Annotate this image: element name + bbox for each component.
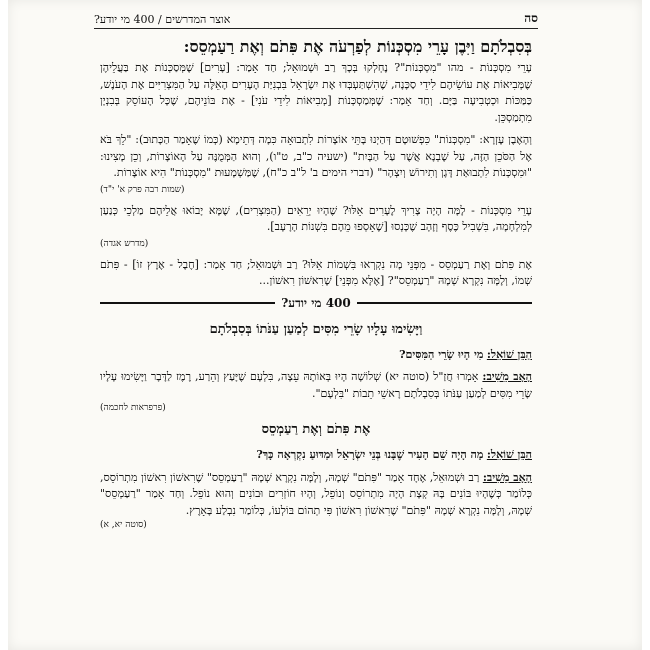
answer-block xyxy=(100,470,532,520)
section-divider xyxy=(100,296,532,311)
commentary-paragraph: וְהָאֶבֶן עֶזְרָא: "מִסְכְּנוֹת" כִּפְשׁוּטָם דְּהַיְנוּ בָּתֵּי אוֹצָרוֹת לִתְבוּאָה כִּמָה דְּתֵימָא (כְּמוֹ שֶׁאָמַר הַכָּתוּב): "לֵךְ בֹּא אֶל הַסֹּכֵן הַזֶּה, עַל שֶׁבְנָא אֲשֶׁר עַל הַבָּיִת" (ישעיה כ"ב, ט"ו), וְהוּא הַמְּמֻנֶּה עַל הָאוֹצָרוֹת, וְכֵן מָצִינוּ: "וּמִסְכְּנוֹת לִתְבוּאַת דָּגָן וְתִירוֹשׁ וְיִצְהָר" (דברי הימים ב' ל"ב כ"ח), שֶׁמַּשְׁמָעוּת "מִסְכְּנוֹת" הִיא אוֹצָרוֹת. xyxy=(100,133,532,179)
divider-label: 400 מי יודע? xyxy=(281,295,351,310)
question-text: מָה הָיָה שֵׁם הָעִיר שֶׁבָּנוּ בְּנֵי יִשְׂרָאֵל וּמַדּוּעַ נִקְרְאָה כָּךְ? xyxy=(256,448,484,461)
source-citation: (פרפראות לחכמה) xyxy=(100,403,166,413)
answer-label: הָאָב מֵשִׁיב: xyxy=(482,470,532,484)
source-citation: (מדרש אגדה) xyxy=(100,238,149,249)
answer-block xyxy=(100,369,532,402)
question-block xyxy=(100,347,532,364)
source-citation: (שמות רבה פרק א' י"ד) xyxy=(100,184,185,195)
page-number: סה xyxy=(524,11,538,25)
book-page xyxy=(8,0,642,650)
question-label: הַבֵּן שׁוֹאֵל: xyxy=(486,347,532,361)
divider-line xyxy=(100,302,275,304)
commentary-paragraph: עָרֵי מִסְכְּנוֹת - לָמָּה הָיָה צָרִיךְ לֶעָרִים אֵלּוּ? שֶׁהָיוּ יְרֵאִים (הַמִּצְרִים), שֶׁמָּא יָבוֹאוּ אֲלֵיהֶם מַלְכֵי כְּנַעַן לְמִלְחָמָה, בִּשְׁבִיל כֶּסֶף וְזָהָב שֶׁכָּנְסוּ [שֶׁאָסְפוּ מֵהֶם בִּשְׁנוֹת הָרָעָב]. xyxy=(100,203,532,233)
verse-heading: בְּסִבְלֹתָם וַיִּבֶן עָרֵי מִסְכְּנוֹת לְפַרְעֹה אֶת פִּתֹם וְאֶת רַעַמְסֵס: xyxy=(183,37,532,56)
commentary-paragraph: אֶת פִּתֹם וְאֶת רַעַמְסֵס - מִפְּנֵי מָה נִקְרְאוּ בִּשְׁמוֹת אֵלּוּ? רַב וּשְׁמוּאֵל; חַד אָמַר: [חֶבֶל - אֶרֶץ זוֹ] - פִּתֹם שְׁמוֹ, וְלָמָּה נִקְרָא שְׁמָהּ "רַעַמְסֵס"? [אֶלָּא מִפְּנֵי] שֶׁרִאשׁוֹן רִאשׁוֹן... xyxy=(100,257,532,287)
page-content xyxy=(100,36,532,538)
question-label: הַבֵּן שׁוֹאֵל: xyxy=(486,448,532,461)
source-citation: (סוטה יא, א) xyxy=(100,520,147,530)
commentary-paragraph: עָרֵי מִסְכְּנוֹת - מהו "מִסְכְּנוֹת"? נֶחְלְקוּ בְּכָךְ רַב וּשְׁמוּאֵל; חַד אָמַר: [עָרִים] שֶׁמְּסַכְּנוֹת אֶת בַּעֲלֵיהֶן שֶׁמְּבִיאוֹת אֶת עוֹשֵׂיהֶם לִידֵי סַכָּנָה, שֶׁהִשְׁתַּעְבְּדוּ אֶת יִשְׂרָאֵל בִּבְנִיַּת הֶעָרִים הָאֵלֶּה עַל הַמִּצְרִיִּים אֶת הָעֹנֶשׁ, כַּמַּכּוֹת וּכְטְבִיעָה בַּיָּם. וְחַד אָמַר: שֶׁמְּמַסְכְּנוֹת [מְבִיאוֹת לִידֵי עֹנִי] - אֶת בּוֹנֵיהֶם, שֶׁכָּל הָעוֹסֵק בְּבִנְיָן מִתְמַסְכֵּן. xyxy=(100,61,532,124)
section-title: אֶת פִּתֹם וְאֶת רַעַמְסֵס xyxy=(261,422,371,437)
question-text: מִי הָיוּ שָׂרֵי הַמִּסִּים? xyxy=(399,347,484,361)
answer-label: הָאָב מֵשִׁיב: xyxy=(482,370,532,383)
answer-text: רַב וּשְׁמוּאֵל, אֶחָד אָמַר "פִּתֹם" שְׁמָהּ, וְלָמָּה נִקְרָא שְׁמָהּ "רַעַמְסֵס" שֶׁרִאשׁוֹן רִאשׁוֹן מִתְרוֹסֵס, כְּלוֹמַר כְּשֶׁהָיוּ בּוֹנִים בָּהּ קְצָת הָיָה מִתְרוֹסֵס וְנוֹפֵל, וְהָיוּ חוֹזְרִים וּבוֹנִים וְהוּא נוֹפֵל. וְחַד אָמַר "רַעַמְסֵס" שְׁמָהּ, וְלָמָּה נִקְרָא שְׁמָהּ "פִּתֹם" שֶׁרִאשׁוֹן רִאשׁוֹן פִּי תְהוֹם בּוֹלְעוֹ, כְּלוֹמַר נִבְלַע בָּאָרֶץ. xyxy=(100,470,532,517)
page-header xyxy=(94,8,538,29)
answer-text: אָמְרוּ חֲזַ"ל (סוטה יא) שְׁלוֹשָׁה הָיוּ בְּאוֹתָהּ עֵצָה, בִּלְעָם שֶׁיָּעַץ וְהֵרַע, רֶמֶז לַדָּבָר וַיָּשִׂימוּ עָלָיו שָׂרֵי מִסִּים לְמַעַן עַנֹּתוֹ בְּסִבְלֹתָם רָאשֵׁי תֵבוֹת "בִּלְעָם". xyxy=(100,370,532,400)
divider-line xyxy=(357,302,532,304)
running-title: אוצר המדרשים / 400 מי יודע? xyxy=(94,13,231,26)
question-block xyxy=(100,447,532,464)
section-title: וַיָּשִׂימוּ עָלָיו שָׂרֵי מִסִּים לְמַעַן עַנֹּתוֹ בְּסִבְלֹתָם xyxy=(209,321,423,337)
